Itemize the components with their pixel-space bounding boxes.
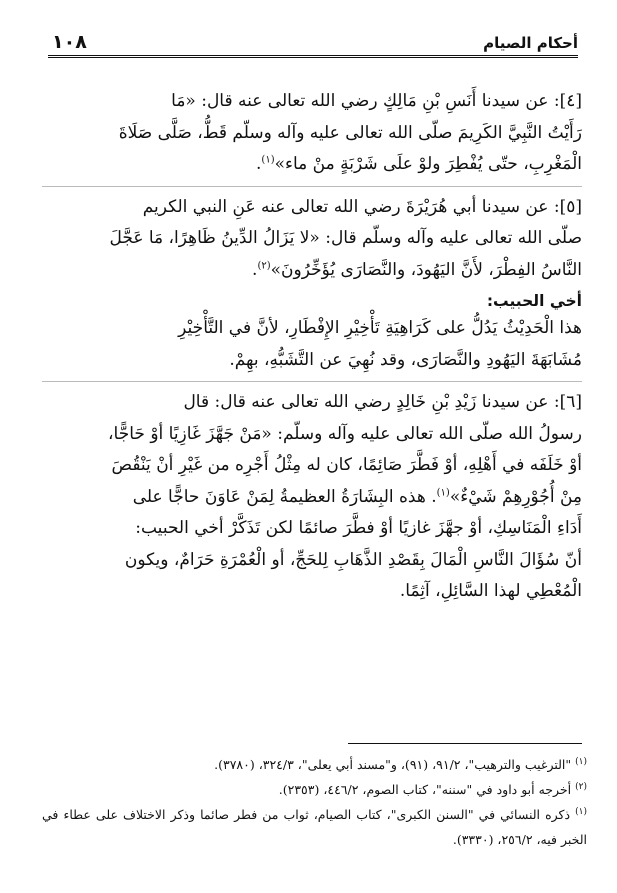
text-line [42,149,582,181]
text-fragment: الْمَغْرِبِ، حتّى يُفْطِرَ ولوْ علَى شَرْبَةٍ منْ ماء» [274,154,582,174]
footnote-number: (١) [575,806,587,817]
text-fragment: . هذه البِشَارَةُ العظيمةُ لِمَنْ عَاوَنَ حاجًّا على [132,486,437,507]
text-line: [٥]: عن سيدنا أبي هُرَيْرَةَ رضي الله تعالى عنه عَنِ النبي الكريم [142,196,582,217]
text-fragment: . [256,154,262,174]
footnote-ref[interactable]: (١) [436,486,450,498]
footnote-ref[interactable]: (٢) [257,259,271,271]
footnote-number: (١) [575,756,587,767]
footnote-text: "الترغيب والترهيب"، ٩١/٢، (٩١)، و"مسند أبي يعلى"، ٣٢٤/٣، (٣٧٨٠). [214,757,572,772]
footnote-text: ذكره النسائي في "السنن الكبرى"، كتاب الصيام، ثواب من فطر صائما وذكر الاختلاف على عطاء في الخبر فيه، ٢٥٦/٢، (٣٣٣٠). [42,807,587,847]
footnote [42,802,587,852]
running-header [48,28,578,58]
text-line: أوْ خَلَفَه في أَهْلِهِ، أوْ فَطَّرَ صَائِمًا، كان له مِثْلُ أَجْرِه من غَيْرِ أنْ يَنْقُصَ [111,455,582,475]
text-line: أنّ سُؤَالَ النَّاسِ الْمَالَ بِقَصْدِ الذَّهَابِ لِلحَجِّ، أو الْعُمْرَةِ حَرَامٌ، ويكون [124,549,582,570]
text-line: رسولُ الله صلّى الله تعالى عليه وآله وسلّم: «مَنْ جَهَّزَ غَازِيًا أوْ حَاجًّا، [108,423,582,444]
main-text [42,86,582,613]
text-fragment: مِنْ أُجُوْرِهِمْ شَيْءٌ» [449,486,582,507]
text-line [42,255,582,287]
hadith-paragraph-6 [42,381,582,608]
text-line: مُشَابَهَةَ اليَهُودِ والنَّصَارَى، وقد نُهِيَ عن التَّشَبُّهِ، بهِمْ. [229,349,582,370]
footnote-number: (٢) [575,781,587,792]
text-fragment: . [252,259,258,280]
text-line: [٦]: عن سيدنا زَيْدِ بْنِ خَالِدٍ رضي الله تعالى عنه قال: قال [183,392,582,412]
text-line: صلّى الله تعالى عليه وآله وسلّم قال: «لا يَزَالُ الدِّينُ ظَاهِرًا، مَا عَجَّلَ [109,228,582,248]
text-line: رَأَيْتُ النَّبِيَّ الكَرِيمَ صلّى الله تعالى عليه وآله وسلّم قَطُّ، صَلَّى صَلَاةَ [118,122,582,143]
footnote [42,777,587,802]
text-line: أَدَاءِ الْمَنَاسِكِ، أوْ جهَّزَ غازيًا أوْ فطَّرَ صائمًا لكن تَذَكَّرْ أخي الحبيب: [135,518,582,538]
footnotes [42,752,587,852]
text-line: الْمُعْطِي لهذا السَّائِلِ، آثِمًا. [399,581,582,601]
footnote-text: أخرجه أبو داود في "سننه"، كتاب الصوم، ٤٤٦/٢، (٢٣٥٣). [278,782,572,797]
page-number: ١٠٨ [52,31,87,53]
text-line [42,482,582,514]
chapter-title: أحكام الصيام [483,34,578,52]
footnote-separator [348,743,582,744]
hadith-paragraph-5 [42,186,582,287]
text-fragment: النَّاسُ الفِطْرَ، لأَنَّ اليَهُودَ، والنَّصَارَى يُؤَخِّرُونَ» [270,259,582,280]
commentary-paragraph [42,313,582,376]
footnote [42,752,587,777]
text-line: هذا الْحَدِيْثُ يَدُلُّ على كَرَاهِيَةِ تَأْخِيْرِ الإِفْطَارِ، لأنَّ في التَّأْخِيْرِ [178,318,582,338]
text-line: [٤]: عن سيدنا أَنَسِ بْنِ مَالِكٍ رضي الله تعالى عنه قال: «مَا [171,91,582,111]
section-heading: أخي الحبيب: [486,292,582,310]
hadith-paragraph-4 [42,86,582,181]
footnote-ref[interactable]: (١) [261,154,275,166]
